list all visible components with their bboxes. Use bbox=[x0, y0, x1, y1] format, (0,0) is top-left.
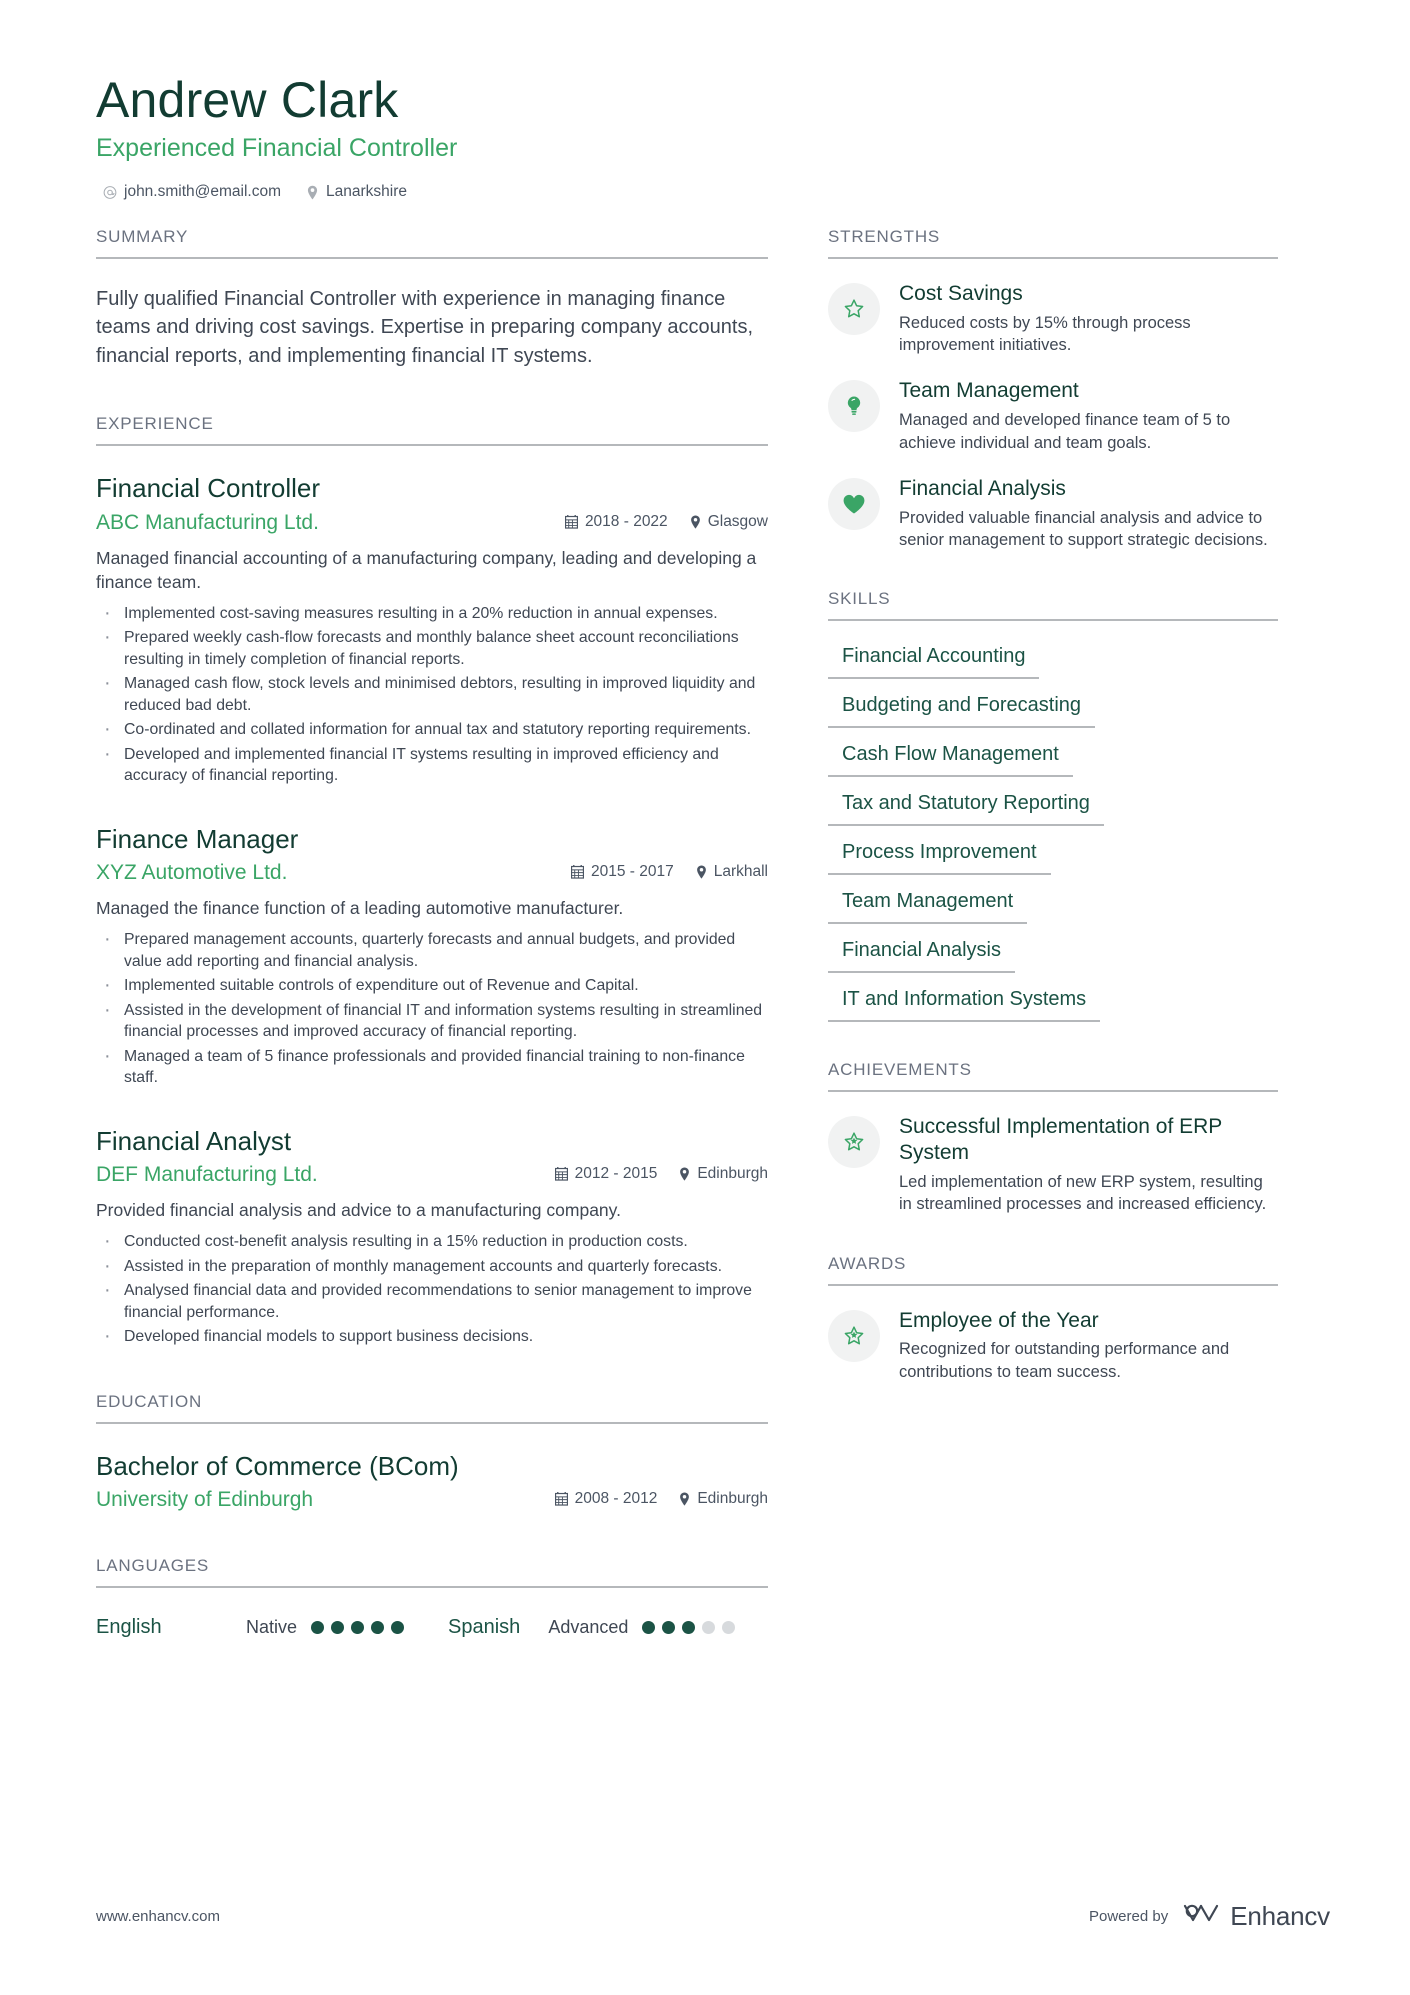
education-divider bbox=[96, 1422, 768, 1424]
powered-by-label: Powered by bbox=[1088, 1908, 1169, 1925]
experience-meta bbox=[571, 863, 768, 881]
rating-dot-filled bbox=[662, 1621, 675, 1634]
bullet-item: · Implemented suitable controls of expenditure out of Revenue and Capital. bbox=[96, 975, 768, 996]
strength-body bbox=[899, 378, 1278, 453]
candidate-name: Andrew Clark bbox=[96, 72, 399, 128]
location-pin-icon bbox=[690, 515, 701, 529]
languages-section bbox=[96, 1556, 768, 1639]
experience-description: Provided financial analysis and advice to a manufacturing company. bbox=[96, 1200, 621, 1221]
rating-dot-filled bbox=[371, 1621, 384, 1634]
skill-item[interactable]: Budgeting and Forecasting bbox=[828, 690, 1095, 728]
rating-dot-empty bbox=[702, 1621, 715, 1634]
bullet-item: · Managed a team of 5 finance professionals and provided financial training to non-finance staff. bbox=[96, 1046, 768, 1089]
bullet-item: · Prepared management accounts, quarterly forecasts and annual budgets, and provided value add reporting and financial analysis. bbox=[96, 929, 768, 972]
right-column bbox=[828, 227, 1278, 1383]
content-columns bbox=[0, 227, 1410, 1639]
skill-item[interactable]: IT and Information Systems bbox=[828, 984, 1100, 1022]
education-location-text: Edinburgh bbox=[697, 1490, 768, 1508]
strengths-heading: STRENGTHS bbox=[828, 227, 941, 246]
strength-title: Cost Savings bbox=[899, 282, 1023, 305]
achievement-title: Successful Implementation of ERP System bbox=[899, 1115, 1222, 1165]
location-pin-icon bbox=[679, 1167, 690, 1181]
resume-header bbox=[0, 0, 1410, 201]
bullet-item: · Assisted in the development of financial IT and information systems resulting in streamlined financial processes and improved accuracy of financial reporting. bbox=[96, 1000, 768, 1043]
education-dates-text: 2008 - 2012 bbox=[574, 1490, 658, 1508]
calendar-icon bbox=[565, 515, 578, 529]
education-item bbox=[96, 1450, 768, 1513]
summary-text: Fully qualified Financial Controller with experience in managing finance teams and driving cost savings. Expertise in preparing company accounts, financial reports, and implementing financial IT systems. bbox=[96, 288, 754, 367]
summary-section bbox=[96, 227, 768, 370]
rating-dot-filled bbox=[682, 1621, 695, 1634]
candidate-title: Experienced Financial Controller bbox=[96, 134, 458, 162]
experience-location-text: Glasgow bbox=[707, 512, 768, 530]
rating-dot-empty bbox=[722, 1621, 735, 1634]
experience-dates-text: 2018 - 2022 bbox=[584, 512, 668, 530]
bullet-item: · Developed and implemented financial IT systems resulting in improved efficiency and accuracy of financial reporting. bbox=[96, 744, 768, 787]
contact-email[interactable] bbox=[103, 183, 281, 201]
star-badge-icon bbox=[828, 1116, 880, 1168]
contact-email-text: john.smith@email.com bbox=[124, 183, 282, 200]
education-degree: Bachelor of Commerce (BCom) bbox=[96, 1450, 459, 1481]
star-badge-icon bbox=[828, 1310, 880, 1362]
skill-item[interactable]: Cash Flow Management bbox=[828, 739, 1073, 777]
skill-item[interactable]: Financial Accounting bbox=[828, 641, 1039, 679]
strength-title: Team Management bbox=[899, 379, 1079, 403]
bullet-item: · Conducted cost-benefit analysis resulting in a 15% reduction in production costs. bbox=[96, 1231, 768, 1252]
enhancv-brand-text: Enhancv bbox=[1230, 1901, 1330, 1931]
experience-location bbox=[696, 863, 768, 881]
location-pin-icon bbox=[305, 184, 319, 200]
experience-company: XYZ Automotive Ltd. bbox=[96, 861, 288, 885]
achievements-divider bbox=[828, 1090, 1278, 1092]
skills-section bbox=[828, 589, 1278, 1022]
experience-dates-text: 2015 - 2017 bbox=[590, 863, 674, 881]
strength-body bbox=[899, 281, 1278, 356]
rating-dot-filled bbox=[391, 1621, 404, 1634]
bullet-item: · Implemented cost-saving measures resulting in a 20% reduction in annual expenses. bbox=[96, 603, 768, 624]
experience-dates bbox=[555, 1165, 658, 1183]
achievement-item bbox=[828, 1114, 1278, 1215]
skill-item[interactable]: Tax and Statutory Reporting bbox=[828, 788, 1104, 826]
enhancv-logo-icon bbox=[1181, 1900, 1221, 1933]
awards-divider bbox=[828, 1284, 1278, 1286]
experience-section bbox=[96, 414, 768, 1347]
strengths-divider bbox=[828, 257, 1278, 259]
calendar-icon bbox=[555, 1167, 568, 1181]
experience-bullets bbox=[96, 1231, 768, 1347]
skill-item[interactable]: Team Management bbox=[828, 886, 1027, 924]
award-body bbox=[899, 1308, 1278, 1383]
language-name: English bbox=[96, 1616, 162, 1639]
enhancv-brand bbox=[1181, 1900, 1330, 1933]
strength-description: Provided valuable financial analysis and advice to senior management to support strategic decisions. bbox=[899, 508, 1268, 550]
experience-location-text: Larkhall bbox=[713, 863, 768, 881]
awards-section bbox=[828, 1254, 1278, 1383]
skills-divider bbox=[828, 619, 1278, 621]
education-meta-row bbox=[96, 1488, 768, 1512]
language-rating bbox=[311, 1621, 404, 1634]
experience-company: ABC Manufacturing Ltd. bbox=[96, 510, 319, 534]
strength-item bbox=[828, 476, 1278, 551]
strength-item bbox=[828, 281, 1278, 356]
lightbulb-icon bbox=[828, 380, 880, 432]
experience-item bbox=[96, 1125, 768, 1348]
experience-location-text: Edinburgh bbox=[697, 1165, 768, 1183]
achievement-description: Led implementation of new ERP system, resulting in streamlined processes and increased efficiency. bbox=[899, 1172, 1267, 1214]
experience-meta bbox=[565, 513, 768, 531]
education-dates bbox=[555, 1490, 658, 1508]
language-level: Advanced bbox=[548, 1617, 629, 1638]
experience-description: Managed financial accounting of a manufacturing company, leading and developing a finance team. bbox=[96, 547, 757, 592]
bullet-item: · Prepared weekly cash-flow forecasts and monthly balance sheet account reconciliations resulting in timely completion of financial reports. bbox=[96, 627, 768, 670]
experience-dates bbox=[571, 863, 674, 881]
language-item bbox=[96, 1616, 404, 1639]
experience-meta-row bbox=[96, 861, 768, 885]
experience-divider bbox=[96, 444, 768, 446]
language-item bbox=[448, 1616, 735, 1639]
skills-heading: SKILLS bbox=[828, 589, 891, 609]
experience-meta-row bbox=[96, 511, 768, 535]
experience-dates-text: 2012 - 2015 bbox=[574, 1165, 658, 1183]
education-meta bbox=[555, 1490, 768, 1508]
experience-description: Managed the finance function of a leading automotive manufacturer. bbox=[96, 898, 624, 919]
footer-url[interactable]: www.enhancv.com bbox=[96, 1908, 220, 1925]
heart-icon bbox=[828, 478, 880, 530]
experience-location bbox=[679, 1165, 768, 1183]
summary-divider bbox=[96, 257, 768, 259]
languages-heading: LANGUAGES bbox=[96, 1556, 210, 1576]
strength-item bbox=[828, 378, 1278, 453]
location-pin-icon bbox=[679, 1492, 690, 1506]
education-heading: EDUCATION bbox=[96, 1391, 203, 1411]
experience-meta-row bbox=[96, 1163, 768, 1187]
education-section bbox=[96, 1392, 768, 1513]
language-level: Native bbox=[246, 1617, 298, 1638]
bullet-item: · Assisted in the preparation of monthly management accounts and quarterly forecasts. bbox=[96, 1256, 768, 1277]
rating-dot-filled bbox=[351, 1621, 364, 1634]
bullet-item: · Developed financial models to support business decisions. bbox=[96, 1326, 768, 1347]
rating-dot-filled bbox=[331, 1621, 344, 1634]
languages-divider bbox=[96, 1586, 768, 1588]
awards-heading: AWARDS bbox=[828, 1253, 907, 1273]
experience-item bbox=[96, 823, 768, 1089]
award-title: Employee of the Year bbox=[899, 1308, 1099, 1332]
at-sign-icon bbox=[103, 184, 117, 200]
experience-company: DEF Manufacturing Ltd. bbox=[96, 1163, 318, 1187]
skill-item[interactable]: Financial Analysis bbox=[828, 935, 1015, 973]
experience-meta bbox=[555, 1165, 768, 1183]
education-location bbox=[679, 1490, 768, 1508]
strength-body bbox=[899, 476, 1278, 551]
location-pin-icon bbox=[696, 865, 707, 879]
award-description: Recognized for outstanding performance and contributions to team success. bbox=[899, 1340, 1230, 1381]
calendar-icon bbox=[571, 865, 584, 879]
language-name: Spanish bbox=[448, 1616, 521, 1639]
contact-row bbox=[96, 183, 1330, 201]
strengths-section bbox=[828, 227, 1278, 551]
language-rating bbox=[642, 1621, 735, 1634]
languages-row bbox=[96, 1616, 768, 1639]
summary-heading: SUMMARY bbox=[96, 227, 189, 246]
skills-list bbox=[828, 641, 1278, 1022]
award-item bbox=[828, 1308, 1278, 1383]
achievements-heading: ACHIEVEMENTS bbox=[828, 1060, 972, 1080]
contact-location-text: Lanarkshire bbox=[326, 183, 408, 200]
experience-heading: EXPERIENCE bbox=[96, 414, 214, 434]
education-school: University of Edinburgh bbox=[96, 1488, 314, 1512]
experience-bullets bbox=[96, 929, 768, 1088]
strength-description: Managed and developed finance team of 5 to achieve individual and team goals. bbox=[899, 411, 1231, 452]
bullet-item: · Co-ordinated and collated information for annual tax and statutory reporting requirements. bbox=[96, 719, 768, 740]
rating-dot-filled bbox=[311, 1621, 324, 1634]
bullet-item: · Analysed financial data and provided recommendations to senior management to improve financial performance. bbox=[96, 1280, 768, 1323]
strength-description: Reduced costs by 15% through process improvement initiatives. bbox=[899, 313, 1191, 355]
experience-role: Financial Analyst bbox=[96, 1125, 292, 1156]
bullet-item: · Managed cash flow, stock levels and minimised debtors, resulting in improved liquidity and reduced bad debt. bbox=[96, 673, 768, 716]
contact-location bbox=[305, 183, 407, 201]
experience-location bbox=[690, 513, 768, 531]
achievement-body bbox=[899, 1114, 1278, 1215]
page-footer bbox=[96, 1900, 1330, 1933]
strength-title: Financial Analysis bbox=[899, 476, 1066, 500]
left-column bbox=[96, 227, 768, 1639]
calendar-icon bbox=[555, 1492, 568, 1506]
experience-role: Financial Controller bbox=[96, 473, 320, 504]
experience-dates bbox=[565, 513, 668, 531]
achievements-section bbox=[828, 1060, 1278, 1215]
experience-role: Finance Manager bbox=[96, 823, 299, 854]
skill-item[interactable]: Process Improvement bbox=[828, 837, 1051, 875]
powered-by-block bbox=[1089, 1900, 1330, 1933]
rating-dot-filled bbox=[642, 1621, 655, 1634]
star-icon bbox=[828, 283, 880, 335]
experience-bullets bbox=[96, 603, 768, 787]
experience-item bbox=[96, 472, 768, 787]
